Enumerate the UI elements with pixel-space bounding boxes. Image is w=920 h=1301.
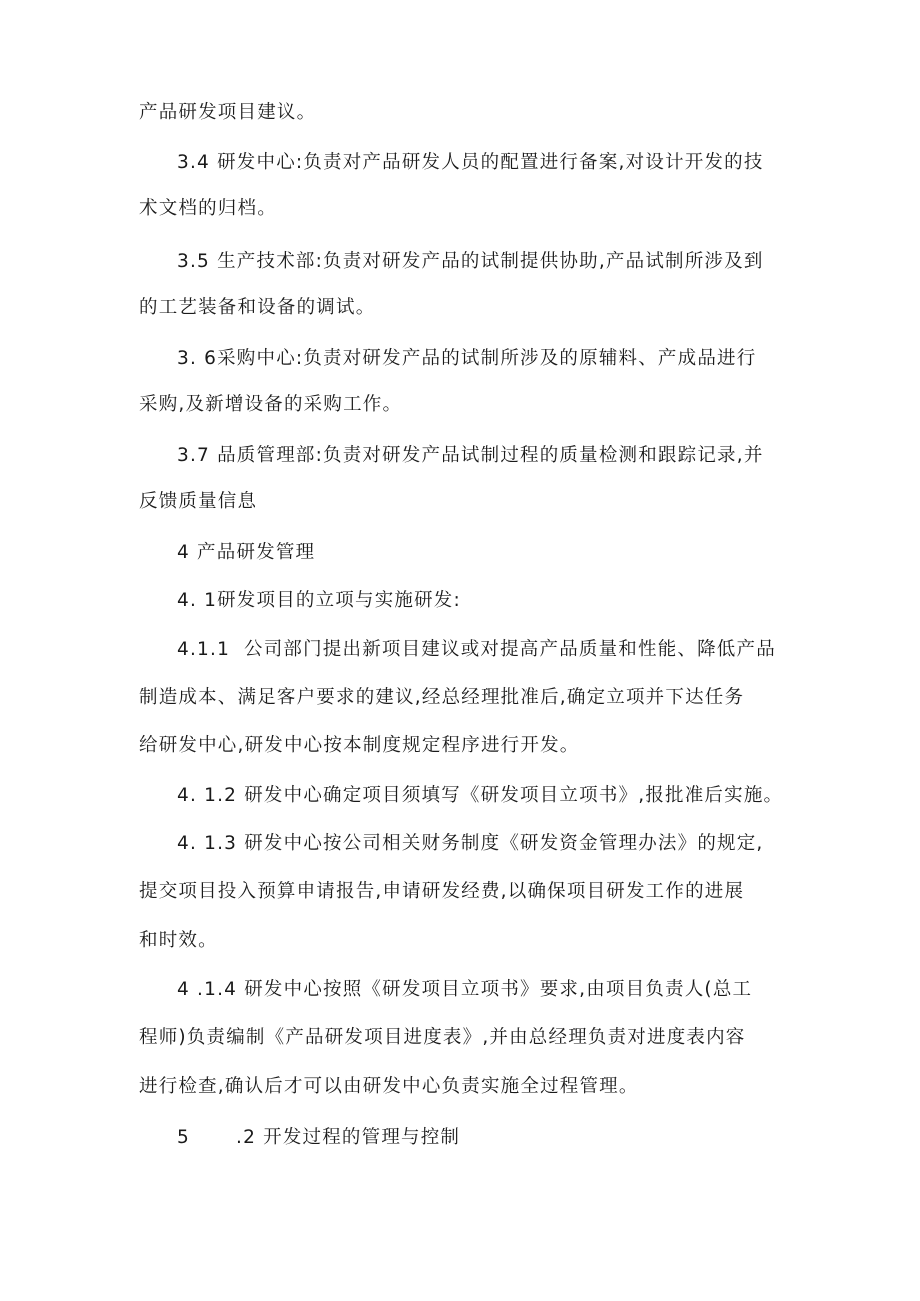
text-line: 公司部门提出新项目建议或对提高产品质量和性能、降低产品 [244,639,776,660]
section-heading: .2 开发过程的管理与控制 [236,1127,461,1148]
text-line: 4. 1.2 研发中心确定项目须填写《研发项目立项书》,报批准后实施。 [177,785,784,806]
text-line: 4 .1.4 研发中心按照《研发项目立项书》要求,由项目负责人(总工 [177,979,753,1000]
text-line: 3. 6采购中心:负责对研发产品的试制所涉及的原辅料、产成品进行 [177,348,757,369]
text-line: 提交项目投入预算申请报告,申请研发经费,以确保项目研发工作的进展 [139,881,745,902]
text-line: 程师)负责编制《产品研发项目进度表》,并由总经理负责对进度表内容 [139,1027,746,1048]
section-number: 5 [177,1127,190,1148]
text-line: 3.7 品质管理部:负责对研发产品试制过程的质量检测和跟踪记录,并 [177,445,764,466]
text-line: 产品研发项目建议。 [139,102,317,123]
text-line: 术文档的归档。 [139,198,277,219]
text-line: 反馈质量信息 [139,491,258,512]
text-line: 给研发中心,研发中心按本制度规定程序进行开发。 [139,735,580,756]
text-line: 制造成本、满足客户要求的建议,经总经理批准后,确定立项并下达任务 [139,687,745,708]
clause-number: 4.1.1 [177,639,231,660]
text-line: 3.4 研发中心:负责对产品研发人员的配置进行备案,对设计开发的技 [177,152,764,173]
text-line: 3.5 生产技术部:负责对研发产品的试制提供协助,产品试制所涉及到 [177,251,764,272]
text-line: 进行检查,确认后才可以由研发中心负责实施全过程管理。 [139,1076,639,1097]
text-line: 4. 1.3 研发中心按公司相关财务制度《研发资金管理办法》的规定, [177,833,764,854]
section-heading: 4 产品研发管理 [177,542,316,563]
subsection-heading: 4. 1研发项目的立项与实施研发: [177,590,461,611]
text-line: 采购,及新增设备的采购工作。 [139,394,403,415]
text-line: 和时效。 [139,930,218,951]
text-line: 的工艺装备和设备的调试。 [139,297,376,318]
